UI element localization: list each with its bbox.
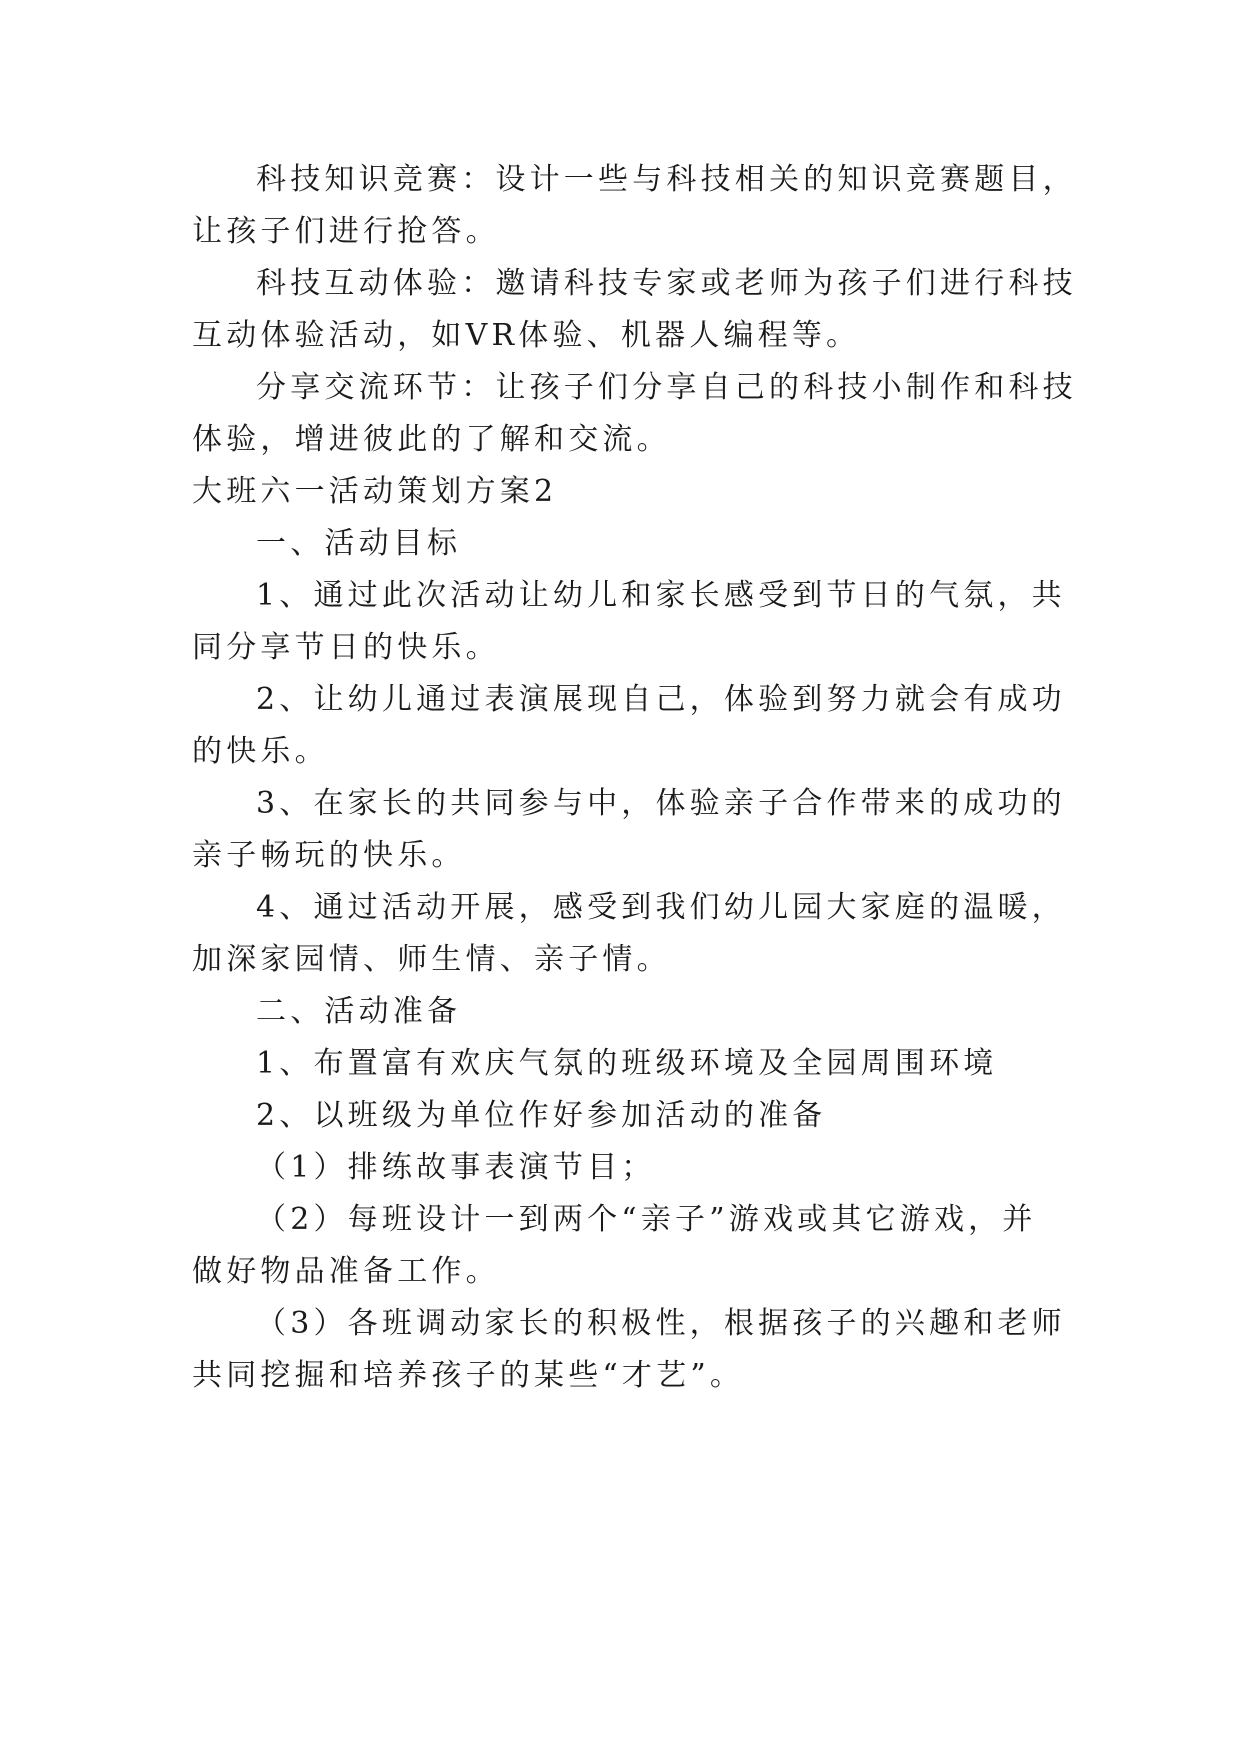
- list-item-line: 1、布置富有欢庆气氛的班级环境及全园周围环境: [256, 1046, 998, 1081]
- paragraph-line: 让孩子们进行抢答。: [192, 214, 500, 249]
- list-item-line: 2、让幼儿通过表演展现自己，体验到努力就会有成功: [256, 682, 1066, 717]
- list-item-line: 做好物品准备工作。: [192, 1254, 500, 1289]
- paragraph-line: 科技知识竞赛：设计一些与科技相关的知识竞赛题目，: [256, 162, 1077, 197]
- list-item-line: 共同挖掘和培养孩子的某些“才艺”。: [192, 1358, 745, 1393]
- list-item-line: （3）各班调动家长的积极性，根据孩子的兴趣和老师: [256, 1306, 1066, 1341]
- list-item-line: 同分享节日的快乐。: [192, 630, 500, 665]
- paragraph-line: 体验，增进彼此的了解和交流。: [192, 422, 671, 457]
- section-title: 大班六一活动策划方案2: [192, 474, 558, 509]
- paragraph-line: 互动体验活动，如VR体验、机器人编程等。: [192, 318, 861, 353]
- paragraph-line: 科技互动体验：邀请科技专家或老师为孩子们进行科技: [256, 266, 1077, 301]
- list-item-line: 亲子畅玩的快乐。: [192, 838, 466, 873]
- list-item-line: 1、通过此次活动让幼儿和家长感受到节日的气氛，共: [256, 578, 1066, 613]
- section-heading: 一、活动目标: [256, 526, 462, 561]
- section-heading: 二、活动准备: [256, 994, 462, 1029]
- list-item-line: 4、通过活动开展，感受到我们幼儿园大家庭的温暖，: [256, 890, 1066, 925]
- list-item-line: （2）每班设计一到两个“亲子”游戏或其它游戏，并: [256, 1202, 1037, 1237]
- list-item-line: 2、以班级为单位作好参加活动的准备: [256, 1098, 827, 1133]
- list-item-line: 加深家园情、师生情、亲子情。: [192, 942, 671, 977]
- list-item-line: 的快乐。: [192, 734, 329, 769]
- paragraph-line: 分享交流环节：让孩子们分享自己的科技小制作和科技: [256, 370, 1077, 405]
- list-item-line: （1）排练故事表演节目；: [256, 1150, 656, 1185]
- list-item-line: 3、在家长的共同参与中，体验亲子合作带来的成功的: [256, 786, 1066, 821]
